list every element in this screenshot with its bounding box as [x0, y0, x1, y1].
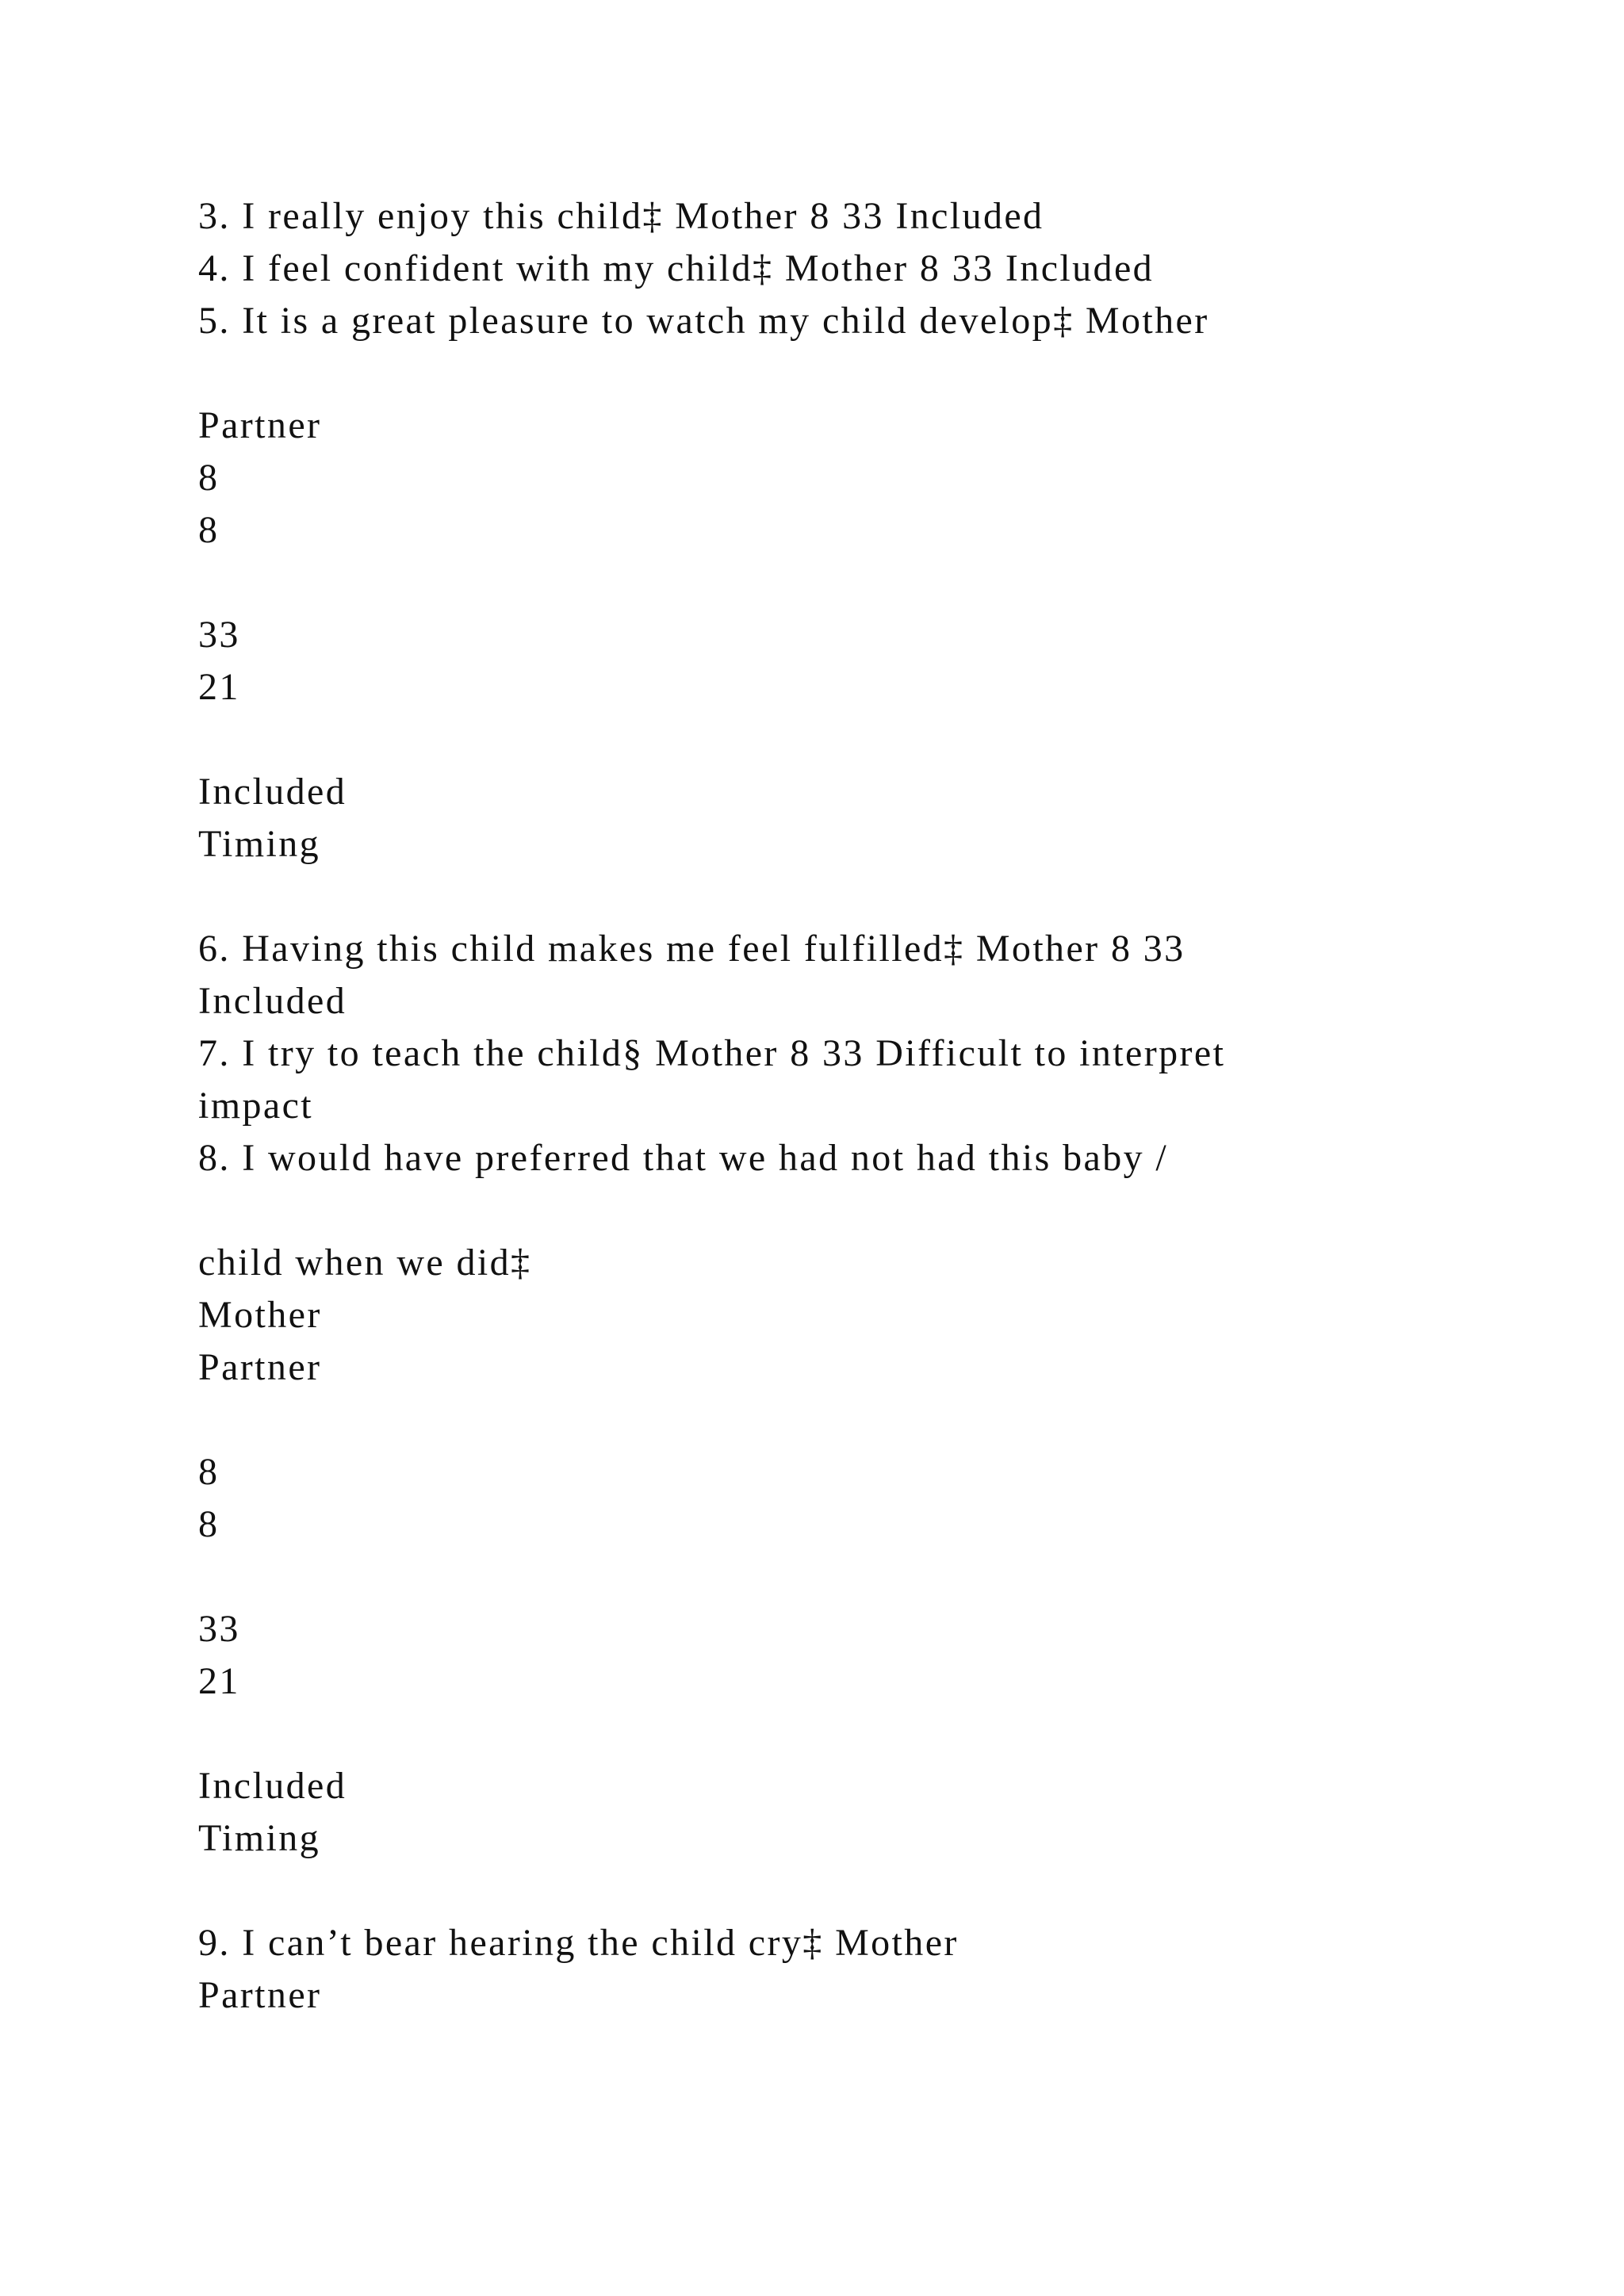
- item-5-line: 5. It is a great pleasure to watch my child develop‡ Mother: [198, 300, 1209, 342]
- respondent-partner: Partner: [198, 1346, 322, 1388]
- item-8-continuation: child when we did‡: [198, 1242, 532, 1284]
- value-33: 33: [198, 614, 240, 656]
- value-8: 8: [198, 457, 220, 499]
- item-4-line: 4. I feel confident with my child‡ Mother 8 33 Included: [198, 247, 1155, 289]
- item-7-line: 7. I try to teach the child§ Mother 8 33 Difficult to interpret: [198, 1032, 1226, 1074]
- item-6-line: 6. Having this child makes me feel fulfilled‡ Mother 8 33: [198, 928, 1185, 970]
- status-timing: Timing: [198, 823, 321, 865]
- blank-line: [198, 1708, 1546, 1760]
- item-6-continuation: Included: [198, 980, 347, 1022]
- value-21: 21: [198, 666, 240, 708]
- value-8: 8: [198, 509, 220, 551]
- document-body: [198, 190, 1546, 2022]
- value-33: 33: [198, 1608, 240, 1650]
- value-8: 8: [198, 1503, 220, 1545]
- status-timing: Timing: [198, 1817, 321, 1859]
- value-21: 21: [198, 1660, 240, 1702]
- item-7-continuation: impact: [198, 1085, 314, 1127]
- blank-line: [198, 1551, 1546, 1603]
- item-8-line: 8. I would have preferred that we had not had this baby /: [198, 1137, 1169, 1179]
- blank-line: [198, 871, 1546, 923]
- blank-line: [198, 1865, 1546, 1917]
- status-included: Included: [198, 771, 347, 813]
- item-3-line: 3. I really enjoy this child‡ Mother 8 33 Included: [198, 195, 1044, 237]
- blank-line: [198, 1394, 1546, 1446]
- blank-line: [198, 557, 1546, 609]
- respondent-partner: Partner: [198, 1974, 322, 2016]
- status-included: Included: [198, 1765, 347, 1807]
- blank-line: [198, 714, 1546, 766]
- respondent-mother: Mother: [198, 1294, 322, 1336]
- blank-line: [198, 347, 1546, 400]
- value-8: 8: [198, 1451, 220, 1493]
- blank-line: [198, 1184, 1546, 1237]
- respondent-partner: Partner: [198, 404, 322, 446]
- item-9-line: 9. I can’t bear hearing the child cry‡ Mother: [198, 1922, 959, 1964]
